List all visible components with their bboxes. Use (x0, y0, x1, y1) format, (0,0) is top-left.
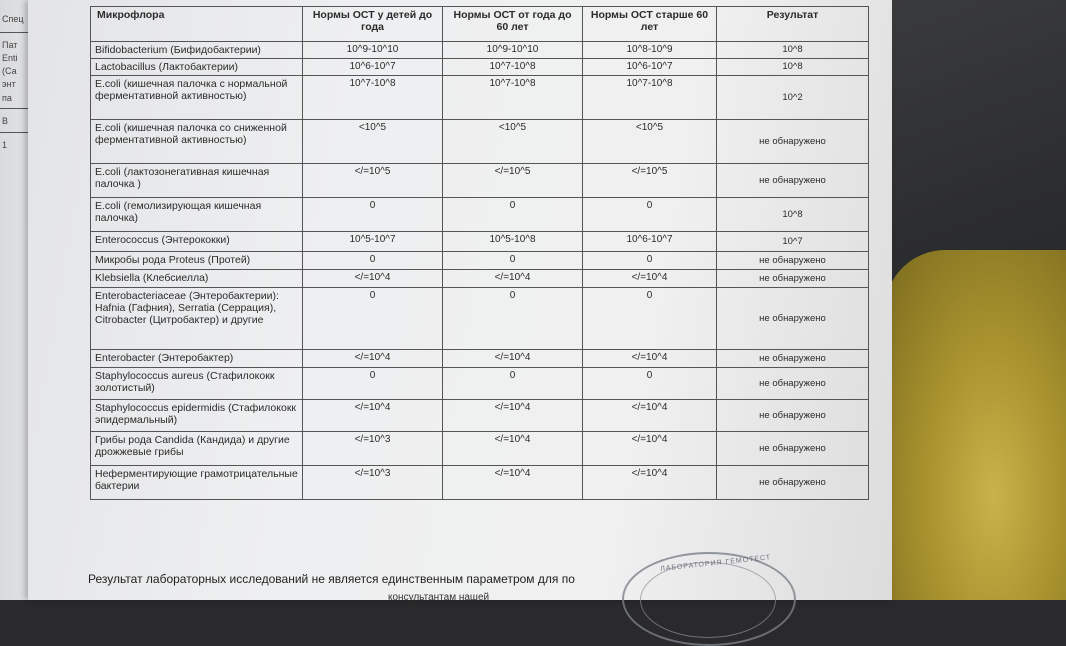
back-sheet-fragment: Спец (2, 14, 24, 24)
back-sheet-fragment: В (2, 116, 9, 126)
norm-adult-cell: 10^5-10^8 (443, 232, 583, 252)
norm-child-cell: </=10^5 (303, 164, 443, 198)
result-cell: не обнаружено (717, 350, 869, 368)
norm-child-cell: 10^9-10^10 (303, 42, 443, 59)
footer-disclaimer: Результат лабораторных исследований не является единственным параметром для по (88, 572, 575, 586)
table-row (91, 164, 869, 198)
norm-child-cell: 0 (303, 368, 443, 400)
table-row (91, 232, 869, 252)
table-row (91, 270, 869, 288)
header-norm-child: Нормы ОСТ у детей до года (303, 7, 443, 42)
norm-adult-cell: </=10^4 (443, 270, 583, 288)
norm-child-cell: </=10^3 (303, 466, 443, 500)
norm-adult-cell: </=10^4 (443, 432, 583, 466)
norm-child-cell: </=10^3 (303, 432, 443, 466)
back-sheet-fragment: па (2, 93, 12, 103)
back-sheet-fragment: энт (2, 79, 16, 89)
table-row (91, 350, 869, 368)
result-cell: 10^8 (717, 42, 869, 59)
result-cell: 10^8 (717, 59, 869, 76)
norm-child-cell: 10^6-10^7 (303, 59, 443, 76)
back-sheet-fragment: Enti (2, 53, 18, 63)
result-cell: не обнаружено (717, 466, 869, 500)
norm-adult-cell: 10^7-10^8 (443, 76, 583, 120)
footer-disclaimer-cut: консультантам нашей (388, 592, 490, 603)
microflora-name-cell: Klebsiella (Клебсиелла) (91, 270, 303, 288)
norm-elder-cell: 0 (583, 368, 717, 400)
microflora-name-cell: Staphylococcus epidermidis (Стафилококк эпидермальный) (91, 400, 303, 432)
table-row (91, 400, 869, 432)
norm-adult-cell: 0 (443, 198, 583, 232)
microflora-name-cell: E.coli (кишечная палочка со сниженной ферментативной активностью) (91, 120, 303, 164)
result-cell: не обнаружено (717, 288, 869, 350)
norm-child-cell: 0 (303, 288, 443, 350)
result-cell: не обнаружено (717, 432, 869, 466)
microflora-name-cell: Enterobacteriaceae (Энтеробактерии): Hafnia (Гафния), Serratia (Серрация), Citrobacter (Цитробактер) и другие (91, 288, 303, 350)
lab-report-paper (28, 0, 892, 603)
result-cell: 10^8 (717, 198, 869, 232)
microflora-name-cell: Lactobacillus (Лактобактерии) (91, 59, 303, 76)
norm-child-cell: 10^7-10^8 (303, 76, 443, 120)
norm-elder-cell: </=10^4 (583, 350, 717, 368)
result-cell: 10^2 (717, 76, 869, 120)
norm-elder-cell: 10^6-10^7 (583, 59, 717, 76)
norm-adult-cell: <10^5 (443, 120, 583, 164)
norm-elder-cell: </=10^4 (583, 432, 717, 466)
norm-adult-cell: 10^9-10^10 (443, 42, 583, 59)
microflora-name-cell: Неферментирующие грамотрицательные бактерии (91, 466, 303, 500)
norm-child-cell: 0 (303, 198, 443, 232)
back-sheet-fragment: 1 (2, 140, 8, 150)
microflora-name-cell: Микробы рода Proteus (Протей) (91, 252, 303, 270)
header-norm-adult: Нормы ОСТ от года до 60 лет (443, 7, 583, 42)
result-cell: не обнаружено (717, 400, 869, 432)
table-row (91, 198, 869, 232)
norm-adult-cell: 0 (443, 288, 583, 350)
table-row (91, 432, 869, 466)
header-norm-elder: Нормы ОСТ старше 60 лет (583, 7, 717, 42)
norm-child-cell: </=10^4 (303, 350, 443, 368)
norm-elder-cell: 10^7-10^8 (583, 76, 717, 120)
table-row (91, 76, 869, 120)
norm-elder-cell: 10^8-10^9 (583, 42, 717, 59)
table-row (91, 466, 869, 500)
norm-elder-cell: </=10^4 (583, 400, 717, 432)
microflora-table (90, 6, 869, 500)
table-row (91, 252, 869, 270)
result-cell: не обнаружено (717, 368, 869, 400)
background-yellow-object (885, 250, 1066, 600)
norm-elder-cell: </=10^4 (583, 270, 717, 288)
divider (0, 132, 30, 133)
norm-elder-cell: 0 (583, 252, 717, 270)
microflora-name-cell: E.coli (лактозонегативная кишечная палочка ) (91, 164, 303, 198)
norm-elder-cell: <10^5 (583, 120, 717, 164)
lab-stamp-inner-ring (640, 562, 776, 638)
norm-child-cell: 10^5-10^7 (303, 232, 443, 252)
table-header-row (91, 7, 869, 42)
header-result: Результат (717, 7, 869, 42)
table-row (91, 120, 869, 164)
table-row (91, 42, 869, 59)
result-cell: не обнаружено (717, 120, 869, 164)
microflora-name-cell: Enterococcus (Энтерококки) (91, 232, 303, 252)
back-sheet-fragment: Пат (2, 40, 18, 50)
microflora-name-cell: Staphylococcus aureus (Стафилококк золотистый) (91, 368, 303, 400)
microflora-name-cell: E.coli (кишечная палочка с нормальной ферментативной активностью) (91, 76, 303, 120)
norm-adult-cell: 0 (443, 368, 583, 400)
norm-adult-cell: </=10^5 (443, 164, 583, 198)
norm-adult-cell: 10^7-10^8 (443, 59, 583, 76)
microflora-name-cell: Грибы рода Candida (Кандида) и другие дрожжевые грибы (91, 432, 303, 466)
table-row (91, 59, 869, 76)
norm-child-cell: <10^5 (303, 120, 443, 164)
norm-adult-cell: </=10^4 (443, 400, 583, 432)
norm-elder-cell: 0 (583, 288, 717, 350)
norm-elder-cell: </=10^5 (583, 164, 717, 198)
norm-adult-cell: 0 (443, 252, 583, 270)
microflora-name-cell: E.coli (гемолизирующая кишечная палочка) (91, 198, 303, 232)
header-microflora: Микрофлора (91, 7, 303, 42)
norm-elder-cell: 0 (583, 198, 717, 232)
norm-adult-cell: </=10^4 (443, 466, 583, 500)
norm-child-cell: </=10^4 (303, 270, 443, 288)
norm-child-cell: 0 (303, 252, 443, 270)
norm-elder-cell: 10^6-10^7 (583, 232, 717, 252)
back-sheet-fragment: (Са (2, 66, 17, 76)
norm-adult-cell: </=10^4 (443, 350, 583, 368)
table-row (91, 288, 869, 350)
result-cell: не обнаружено (717, 252, 869, 270)
norm-child-cell: </=10^4 (303, 400, 443, 432)
microflora-name-cell: Bifidobacterium (Бифидобактерии) (91, 42, 303, 59)
result-cell: не обнаружено (717, 270, 869, 288)
table-row (91, 368, 869, 400)
microflora-name-cell: Enterobacter (Энтеробактер) (91, 350, 303, 368)
lab-stamp-text: ЛАБОРАТОРИЯ ГЕМОТЕСТ (659, 554, 772, 573)
result-cell: 10^7 (717, 232, 869, 252)
norm-elder-cell: </=10^4 (583, 466, 717, 500)
result-cell: не обнаружено (717, 164, 869, 198)
